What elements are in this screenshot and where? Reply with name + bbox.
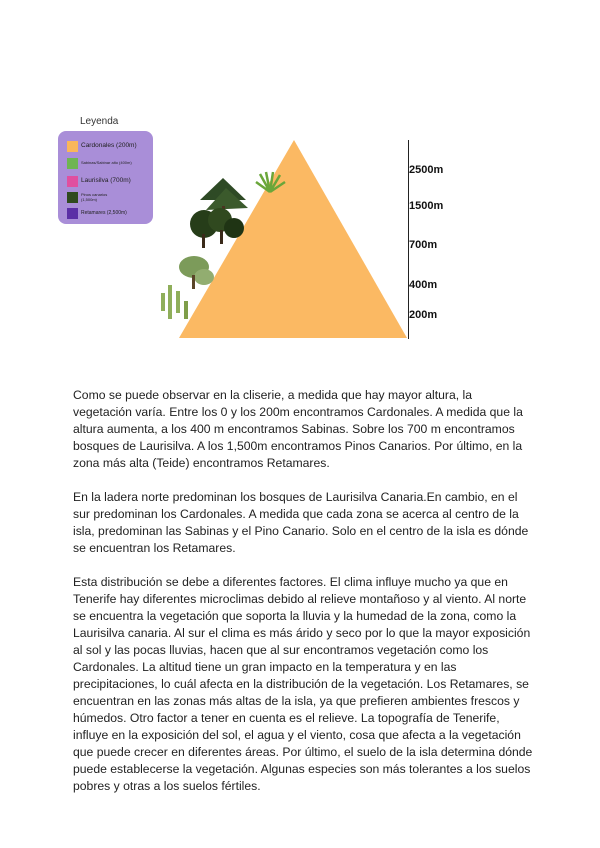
paragraph: Como se puede observar en la cliserie, a medida que hay mayor altura, la vegetación varía. Entre los 0 y los 200m encontramos Cardonales. A medida que la altura aumenta, a los 400 m encontramos Sabinas. Sobre los 700 m encontramos bosques de Laurisilva. A los 1,500m encontramos Pinos Canarios. Por último, en la zona más alta (Teide) encontramos Retamares. <box>73 388 523 470</box>
legend-label: Laurisilva (700m) <box>81 177 131 185</box>
legend-item-cardonales <box>67 141 137 152</box>
legend-swatch <box>67 208 78 219</box>
paragraph: En la ladera norte predominan los bosques de Laurisilva Canaria.En cambio, en el sur predominan los Cardonales. A medida que cada zona se acerca al centro de la isla, predominan las Sabinas y el Pino Canario. Solo en el centro de la isla es dónde se encuentran los Retamares. <box>73 490 529 555</box>
altitude-label: 2500m <box>409 164 444 176</box>
body-text <box>73 387 533 812</box>
legend-swatch <box>67 192 78 203</box>
legend-swatch <box>67 158 78 169</box>
legend-item-sabinas <box>67 158 143 169</box>
altitude-label: 1500m <box>409 200 444 212</box>
legend-label: Pinos canarios (1,500m) <box>81 192 108 202</box>
altitude-label: 400m <box>409 279 438 291</box>
legend-item-laurisilva <box>67 176 131 187</box>
altitude-label: 700m <box>409 239 438 251</box>
legend-swatch <box>67 176 78 187</box>
legend-item-pinos <box>67 192 121 203</box>
legend-box <box>58 131 153 224</box>
cliserie-diagram <box>150 130 450 345</box>
legend-item-retamares <box>67 208 127 219</box>
legend-title: Leyenda <box>80 116 119 127</box>
altitude-label: 200m <box>409 309 438 321</box>
legend-label: Cardonales (200m) <box>81 142 137 150</box>
sabina-icon <box>179 256 214 289</box>
legend-swatch <box>67 141 78 152</box>
altitude-pyramid <box>179 140 407 338</box>
cardon-icon <box>161 285 188 319</box>
legend-label: Retamares (2,500m) <box>81 209 127 216</box>
paragraph: Esta distribución se debe a diferentes factores. El clima influye mucho ya que en Tenerife hay diferentes microclimas debido al relieve montañoso y al viento. Al norte se encuentra la vegetación que soporta la lluvia y la humedad de la zona, como la Laurisilva canaria. Al sur el clima es más árido y seco por lo que la mayor exposición al sol y las pocas lluvias, hacen que al sur encontramos vegetación como los Cardonales. La altitud tiene un gran impacto en la temperatura y en las precipitaciones, lo cuál afecta en la distribución de la vegetación. Los Retamares, se encuentran en las zonas más altas de la isla, ya que prefieren ambientes frescos y húmedos. Otro factor a tener en cuenta es el relieve. La topografía de Tenerife, influye en la exposición del sol, el agua y el viento, cosa que afecta a la vegetación que puede crecer en diferentes áreas. Por último, el suelo de la isla determina dónde puede establecerse la vegetación. Algunas especies son más tolerantes a los suelos pobres y otras a los suelos fértiles. <box>73 575 533 793</box>
legend-label: Sabinas/Sabinar alto (400m) <box>81 160 132 166</box>
